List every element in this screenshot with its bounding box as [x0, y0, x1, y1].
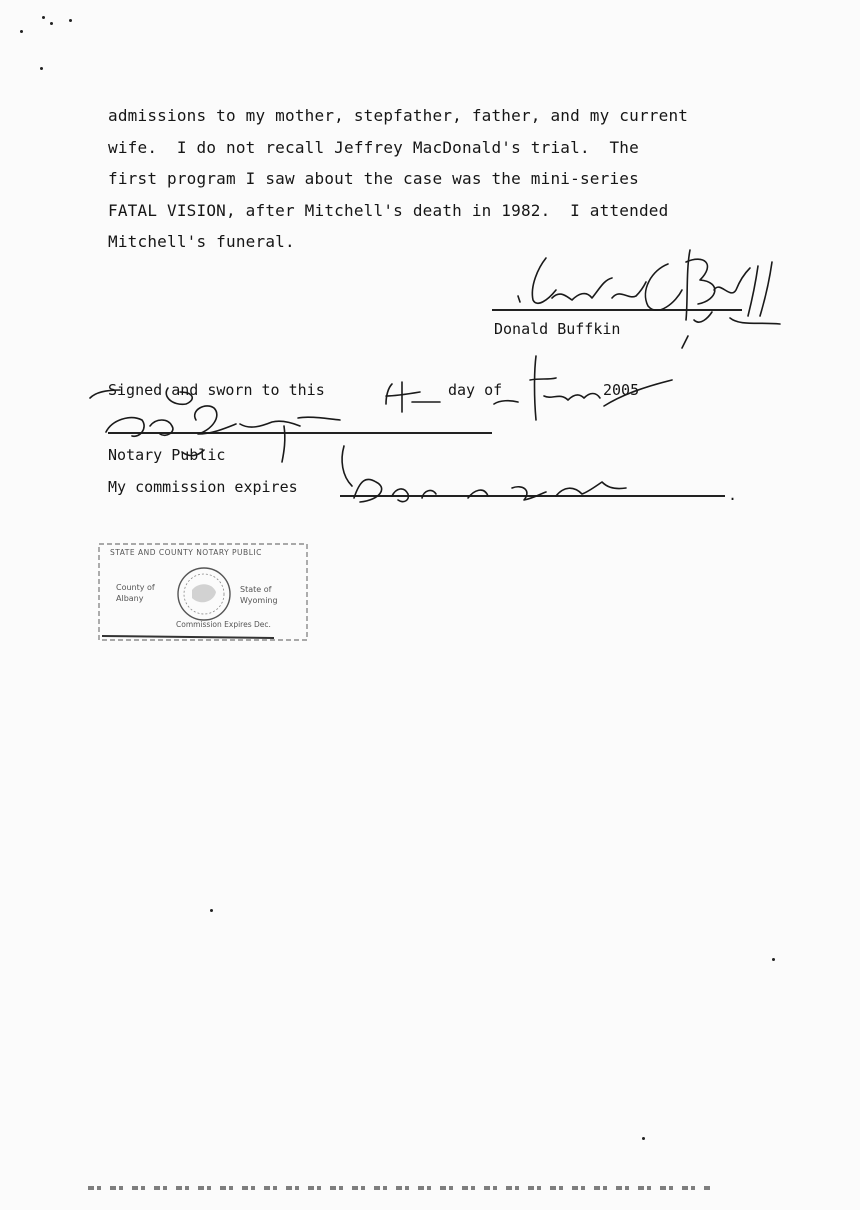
stamp-county — [116, 582, 155, 604]
commission-date-handwriting — [342, 446, 626, 502]
commission-line — [340, 495, 725, 497]
stamp-county-value: Albany — [116, 594, 144, 603]
scan-speck — [42, 16, 45, 19]
scan-speck — [772, 958, 775, 961]
scan-speck — [40, 67, 43, 70]
commission-period: . — [728, 486, 738, 504]
jurat-year: 2005 — [603, 381, 640, 399]
paragraph-line: FATAL VISION, after Mitchell's death in 1982. I attended — [108, 200, 669, 220]
notary-signature-line — [108, 432, 492, 434]
signer-name: Donald Buffkin — [494, 320, 621, 338]
jurat-text-day-of: day of — [448, 381, 503, 399]
scan-speck — [20, 30, 23, 33]
notary-stamp — [94, 540, 312, 648]
stamp-state — [240, 584, 278, 606]
paragraph-line: first program I saw about the case was the mini-series — [108, 169, 639, 188]
notary-public-label: Notary Public — [108, 446, 226, 464]
stamp-county-label: County of — [116, 583, 155, 592]
jurat-text-signed: Signed and sworn to this — [108, 381, 325, 399]
stamp-title: STATE AND COUNTY NOTARY PUBLIC — [110, 548, 262, 557]
stamp-state-label: State of — [240, 585, 272, 594]
affidavit-paragraph — [108, 100, 788, 258]
scan-speck — [50, 22, 53, 25]
signature-line — [492, 309, 742, 311]
commission-label: My commission expires — [108, 478, 298, 496]
scan-speck — [210, 909, 213, 912]
paragraph-line: Mitchell's funeral. — [108, 232, 295, 251]
scan-footer-artifact — [88, 1186, 710, 1190]
scan-speck — [69, 19, 72, 22]
stamp-expiry-text: Commission Expires Dec. — [176, 620, 271, 629]
paragraph-line: wife. I do not recall Jeffrey MacDonald's trial. The — [108, 137, 639, 157]
paragraph-line: admissions to my mother, stepfather, father, and my current — [108, 106, 689, 125]
stamp-state-value: Wyoming — [240, 596, 278, 605]
scan-speck — [642, 1137, 645, 1140]
